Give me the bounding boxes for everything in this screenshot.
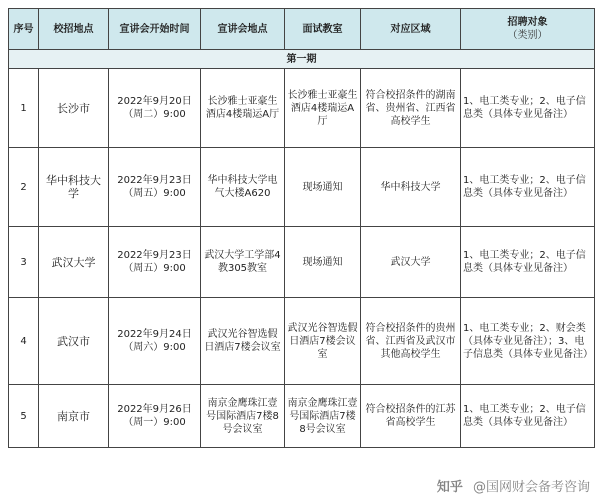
location-cell: 长沙市 bbox=[39, 69, 109, 148]
watermark-brand: 知乎 bbox=[436, 480, 463, 495]
venue-cell: 南京金鹰珠江壹号国际酒店7楼8号会议室 bbox=[201, 385, 285, 448]
schedule-table bbox=[8, 8, 595, 448]
region-cell: 符合校招条件的贵州省、江西省及武汉市其他高校学生 bbox=[361, 298, 461, 385]
header-region: 对应区域 bbox=[361, 9, 461, 50]
target-cell: 1、电工类专业；2、财会类（具体专业见备注）；3、电子信息类（具体专业见备注） bbox=[461, 298, 595, 385]
time-cell: 2022年9月24日（周六）9:00 bbox=[109, 298, 201, 385]
header-seq: 序号 bbox=[9, 9, 39, 50]
time-cell: 2022年9月26日（周一）9:00 bbox=[109, 385, 201, 448]
venue-cell: 华中科技大学电气大楼A620 bbox=[201, 148, 285, 227]
time-cell: 2022年9月23日（周五）9:00 bbox=[109, 148, 201, 227]
seq-cell: 1 bbox=[9, 69, 39, 148]
interview-cell: 南京金鹰珠江壹号国际酒店7楼8号会议室 bbox=[285, 385, 361, 448]
target-cell: 1、电工类专业；2、电子信息类（具体专业见备注） bbox=[461, 227, 595, 298]
table-row bbox=[9, 227, 595, 298]
region-cell: 符合校招条件的江苏省高校学生 bbox=[361, 385, 461, 448]
table-row bbox=[9, 298, 595, 385]
venue-cell: 长沙雅士亚豪生酒店4楼瑞运A厅 bbox=[201, 69, 285, 148]
header-interview-room: 面试教室 bbox=[285, 9, 361, 50]
region-cell: 武汉大学 bbox=[361, 227, 461, 298]
watermark bbox=[437, 476, 590, 495]
period-row bbox=[9, 50, 595, 69]
header-start-time: 宣讲会开始时间 bbox=[109, 9, 201, 50]
interview-cell: 现场通知 bbox=[285, 227, 361, 298]
header-target-sub: （类别） bbox=[507, 30, 548, 41]
table-row bbox=[9, 148, 595, 227]
time-cell: 2022年9月20日（周二）9:00 bbox=[109, 69, 201, 148]
target-cell: 1、电工类专业；2、电子信息类（具体专业见备注） bbox=[461, 148, 595, 227]
watermark-author: @国网财会备考咨询 bbox=[472, 480, 590, 495]
header-target bbox=[461, 9, 595, 50]
header-location: 校招地点 bbox=[39, 9, 109, 50]
seq-cell: 5 bbox=[9, 385, 39, 448]
location-cell: 华中科技大学 bbox=[39, 148, 109, 227]
table-row bbox=[9, 385, 595, 448]
location-cell: 武汉大学 bbox=[39, 227, 109, 298]
seq-cell: 4 bbox=[9, 298, 39, 385]
location-cell: 武汉市 bbox=[39, 298, 109, 385]
seq-cell: 2 bbox=[9, 148, 39, 227]
region-cell: 华中科技大学 bbox=[361, 148, 461, 227]
location-cell: 南京市 bbox=[39, 385, 109, 448]
target-cell: 1、电工类专业；2、电子信息类（具体专业见备注） bbox=[461, 385, 595, 448]
venue-cell: 武汉光谷智选假日酒店7楼会议室 bbox=[201, 298, 285, 385]
header-target-title: 招聘对象 bbox=[507, 17, 548, 28]
interview-cell: 长沙雅士亚豪生酒店4楼瑞运A厅 bbox=[285, 69, 361, 148]
seq-cell: 3 bbox=[9, 227, 39, 298]
header-venue: 宣讲会地点 bbox=[201, 9, 285, 50]
interview-cell: 武汉光谷智选假日酒店7楼会议室 bbox=[285, 298, 361, 385]
venue-cell: 武汉大学工学部4教305教室 bbox=[201, 227, 285, 298]
interview-cell: 现场通知 bbox=[285, 148, 361, 227]
table-row bbox=[9, 69, 595, 148]
time-cell: 2022年9月23日（周五）9:00 bbox=[109, 227, 201, 298]
header-row bbox=[9, 9, 595, 50]
region-cell: 符合校招条件的湖南省、贵州省、江西省高校学生 bbox=[361, 69, 461, 148]
target-cell: 1、电工类专业；2、电子信息类（具体专业见备注） bbox=[461, 69, 595, 148]
period-label: 第一期 bbox=[9, 50, 595, 69]
